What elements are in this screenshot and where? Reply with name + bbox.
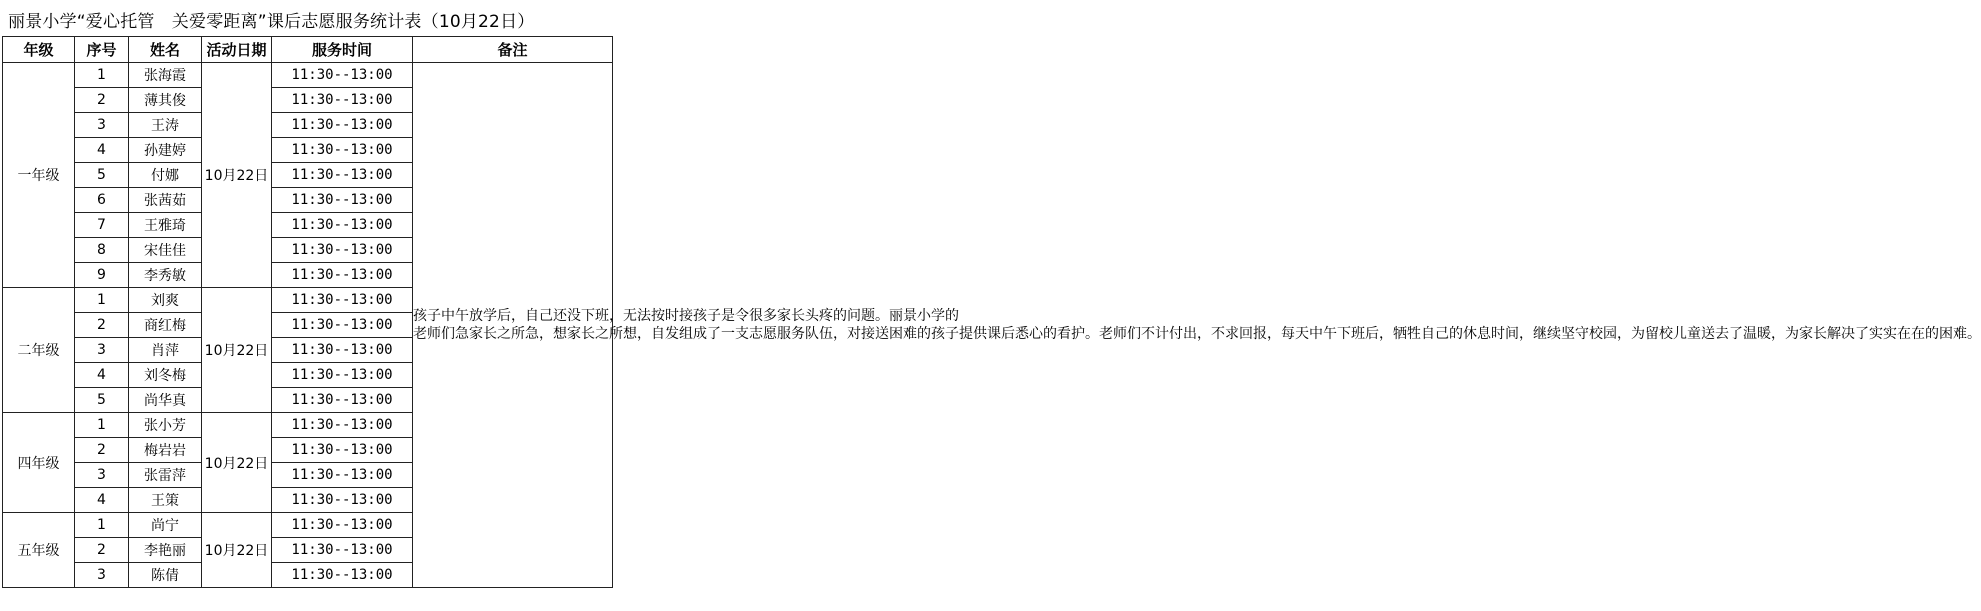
time-cell: 11:30--13:00 bbox=[272, 163, 413, 188]
header-row bbox=[3, 37, 613, 63]
date-cell: 10月22日 bbox=[202, 413, 272, 513]
name-cell: 尚华真 bbox=[129, 388, 202, 413]
time-cell: 11:30--13:00 bbox=[272, 238, 413, 263]
time-cell: 11:30--13:00 bbox=[272, 113, 413, 138]
header-note: 备注 bbox=[413, 37, 613, 63]
time-cell: 11:30--13:00 bbox=[272, 288, 413, 313]
name-cell: 张雷萍 bbox=[129, 463, 202, 488]
name-cell: 梅岩岩 bbox=[129, 438, 202, 463]
time-cell: 11:30--13:00 bbox=[272, 88, 413, 113]
seq-cell: 7 bbox=[75, 213, 129, 238]
note-paragraph: 老师们急家长之所急，想家长之所想，自发组成了一支志愿服务队伍，对接送困难的孩子提供课后悉心的看护。老师们不计付出，不求回报，每天中午下班后，牺牲自己的休息时间，继续坚守校园，为留校儿童送去了温暖，为家长解决了实实在在的困难。 bbox=[413, 326, 1981, 342]
seq-cell: 5 bbox=[75, 163, 129, 188]
name-cell: 王雅琦 bbox=[129, 213, 202, 238]
seq-cell: 2 bbox=[75, 88, 129, 113]
name-cell: 尚宁 bbox=[129, 513, 202, 538]
seq-cell: 2 bbox=[75, 313, 129, 338]
grade-cell: 一年级 bbox=[3, 63, 75, 288]
name-cell: 陈倩 bbox=[129, 563, 202, 588]
name-cell: 张海霞 bbox=[129, 63, 202, 88]
seq-cell: 1 bbox=[75, 288, 129, 313]
time-cell: 11:30--13:00 bbox=[272, 513, 413, 538]
name-cell: 宋佳佳 bbox=[129, 238, 202, 263]
header-time: 服务时间 bbox=[272, 37, 413, 63]
seq-cell: 4 bbox=[75, 488, 129, 513]
seq-cell: 3 bbox=[75, 113, 129, 138]
seq-cell: 4 bbox=[75, 363, 129, 388]
name-cell: 商红梅 bbox=[129, 313, 202, 338]
time-cell: 11:30--13:00 bbox=[272, 313, 413, 338]
time-cell: 11:30--13:00 bbox=[272, 213, 413, 238]
header-name: 姓名 bbox=[129, 37, 202, 63]
time-cell: 11:30--13:00 bbox=[272, 388, 413, 413]
table-body bbox=[3, 63, 1981, 588]
time-cell: 11:30--13:00 bbox=[272, 538, 413, 563]
time-cell: 11:30--13:00 bbox=[272, 463, 413, 488]
name-cell: 王策 bbox=[129, 488, 202, 513]
time-cell: 11:30--13:00 bbox=[272, 563, 413, 588]
grade-cell: 二年级 bbox=[3, 288, 75, 413]
header-seq: 序号 bbox=[75, 37, 129, 63]
time-cell: 11:30--13:00 bbox=[272, 438, 413, 463]
seq-cell: 3 bbox=[75, 463, 129, 488]
name-cell: 张小芳 bbox=[129, 413, 202, 438]
time-cell: 11:30--13:00 bbox=[272, 63, 413, 88]
name-cell: 张茜茹 bbox=[129, 188, 202, 213]
time-cell: 11:30--13:00 bbox=[272, 138, 413, 163]
name-cell: 李艳丽 bbox=[129, 538, 202, 563]
note-cell bbox=[413, 63, 1981, 588]
time-cell: 11:30--13:00 bbox=[272, 188, 413, 213]
seq-cell: 1 bbox=[75, 513, 129, 538]
seq-cell: 5 bbox=[75, 388, 129, 413]
volunteer-table bbox=[2, 36, 1981, 588]
grade-cell: 五年级 bbox=[3, 513, 75, 588]
time-cell: 11:30--13:00 bbox=[272, 263, 413, 288]
seq-cell: 3 bbox=[75, 338, 129, 363]
seq-cell: 3 bbox=[75, 563, 129, 588]
name-cell: 薄其俊 bbox=[129, 88, 202, 113]
seq-cell: 4 bbox=[75, 138, 129, 163]
note-paragraph: 孩子中午放学后，自己还没下班，无法按时接孩子是令很多家长头疼的问题。丽景小学的 bbox=[413, 308, 959, 324]
header-date: 活动日期 bbox=[202, 37, 272, 63]
grade-cell: 四年级 bbox=[3, 413, 75, 513]
name-cell: 李秀敏 bbox=[129, 263, 202, 288]
name-cell: 王涛 bbox=[129, 113, 202, 138]
time-cell: 11:30--13:00 bbox=[272, 413, 413, 438]
name-cell: 肖萍 bbox=[129, 338, 202, 363]
name-cell: 刘爽 bbox=[129, 288, 202, 313]
name-cell: 刘冬梅 bbox=[129, 363, 202, 388]
seq-cell: 2 bbox=[75, 538, 129, 563]
seq-cell: 1 bbox=[75, 63, 129, 88]
time-cell: 11:30--13:00 bbox=[272, 363, 413, 388]
seq-cell: 6 bbox=[75, 188, 129, 213]
seq-cell: 8 bbox=[75, 238, 129, 263]
seq-cell: 2 bbox=[75, 438, 129, 463]
sheet-title: 丽景小学“爱心托管 关爱零距离”课后志愿服务统计表（10月22日） bbox=[8, 12, 535, 32]
seq-cell: 1 bbox=[75, 413, 129, 438]
date-cell: 10月22日 bbox=[202, 513, 272, 588]
time-cell: 11:30--13:00 bbox=[272, 488, 413, 513]
name-cell: 付娜 bbox=[129, 163, 202, 188]
header-grade: 年级 bbox=[3, 37, 75, 63]
name-cell: 孙建婷 bbox=[129, 138, 202, 163]
table-row bbox=[3, 63, 613, 88]
date-cell: 10月22日 bbox=[202, 63, 272, 288]
date-cell: 10月22日 bbox=[202, 288, 272, 413]
time-cell: 11:30--13:00 bbox=[272, 338, 413, 363]
seq-cell: 9 bbox=[75, 263, 129, 288]
